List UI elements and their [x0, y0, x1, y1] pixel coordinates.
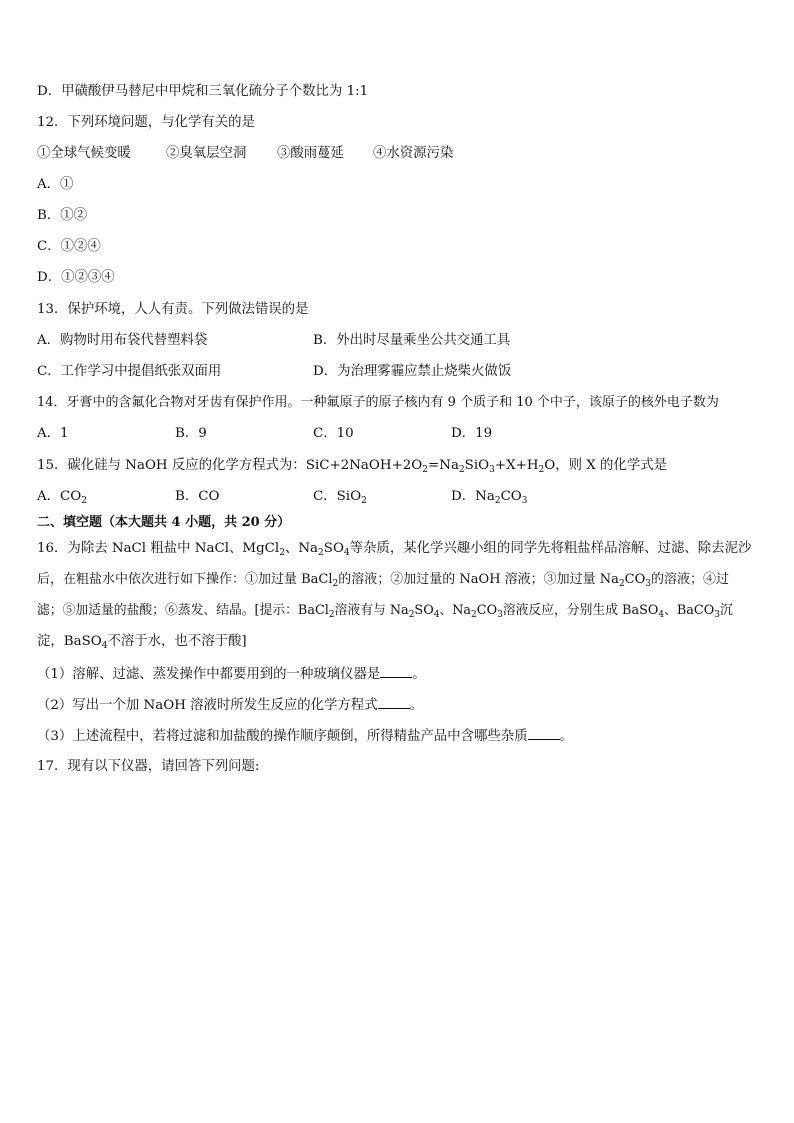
q12-option-c: C．①②④ — [37, 239, 101, 254]
q14-option-a: A．1 — [37, 426, 69, 441]
answer-blank — [380, 665, 412, 678]
q14-option-c: C．10 — [313, 426, 354, 441]
q12-option-d: D．①②③④ — [37, 270, 115, 285]
q16-part-3: （3）上述流程中，若将过滤和加盐酸的操作顺序颠倒，所得精盐产品中含哪些杂质 。 — [37, 729, 573, 744]
q16-line-2: 后，在粗盐水中依次进行如下操作：①加过量 BaCl$_2$的溶液；②加过量的 NaOH 溶液；③加过量 $Na_2CO_3$的溶液；④过 — [37, 572, 730, 589]
q12-item-1: ①全球气候变暖 — [37, 146, 131, 161]
q16-part-1: （1）溶解、过滤、蒸发操作中都要用到的一种玻璃仪器是 。 — [37, 667, 426, 682]
q12-option-b: B．①② — [37, 208, 88, 223]
section-heading-fill-blank: 二、填空题（本大题共 4 小题，共 20 分） — [37, 515, 291, 530]
q11-option-d: D．甲磺酸伊马替尼中甲烷和三氧化硫分子个数比为 1:1 — [37, 84, 369, 99]
q16-line-4: 淀，BaSO$_4$不溶于水，也不溶于酸] — [37, 634, 247, 651]
q15-option-d: D．$Na_2CO_3$ — [451, 489, 528, 506]
answer-blank — [378, 696, 410, 709]
q15-stem: 15．碳化硅与 NaOH 反应的化学方程式为：$SiC+2NaOH+2O_2=Na_2SiO_3+X+H_2O$，则 X 的化学式是 — [37, 458, 667, 475]
q16-part-2: （2）写出一个加 NaOH 溶液时所发生反应的化学方程式 。 — [37, 698, 423, 713]
q15-option-a: A．$CO_2$ — [37, 489, 88, 506]
q13-option-d: D．为治理雾霾应禁止烧柴火做饭 — [313, 364, 512, 379]
q15-option-c: C．SiO$_2$ — [313, 489, 367, 506]
q14-option-b: B．9 — [175, 426, 207, 441]
q12-stem: 12．下列环境问题，与化学有关的是 — [37, 115, 255, 130]
q16-line-1: 16．为除去 NaCl 粗盐中 NaCl、MgCl$_2$、$Na_2SO_4$等杂质，某化学兴趣小组的同学先将粗盐样品溶解、过滤、除去泥沙 — [37, 541, 752, 558]
answer-blank — [528, 727, 560, 740]
q12-item-2: ②臭氧层空洞 — [166, 146, 247, 161]
q16-line-3: 滤；⑤加适量的盐酸；⑥蒸发、结晶。[提示：BaCl$_2$溶液有与 $Na_2SO_4$、$Na_2CO_3$溶液反应，分别生成 BaSO$_4$、BaCO$_3$沉 — [37, 603, 733, 620]
q14-option-d: D．19 — [451, 426, 493, 441]
q13-option-c: C．工作学习中提倡纸张双面用 — [37, 364, 222, 379]
q12-item-4: ④水资源污染 — [373, 146, 454, 161]
q12-item-3: ③酸雨蔓延 — [277, 146, 344, 161]
q13-stem: 13．保护环境，人人有责。下列做法错误的是 — [37, 302, 309, 317]
q14-stem: 14．牙膏中的含氟化合物对牙齿有保护作用。一种氟原子的原子核内有 9 个质子和 10 个中子，该原子的核外电子数为 — [37, 395, 719, 410]
q13-option-a: A．购物时用布袋代替塑料袋 — [37, 333, 208, 348]
q12-option-a: A．① — [37, 177, 74, 192]
q13-option-b: B．外出时尽量乘坐公共交通工具 — [313, 333, 511, 348]
q15-option-b: B．CO — [175, 489, 220, 504]
q17-stem: 17．现有以下仪器，请回答下列问题: — [37, 759, 260, 774]
